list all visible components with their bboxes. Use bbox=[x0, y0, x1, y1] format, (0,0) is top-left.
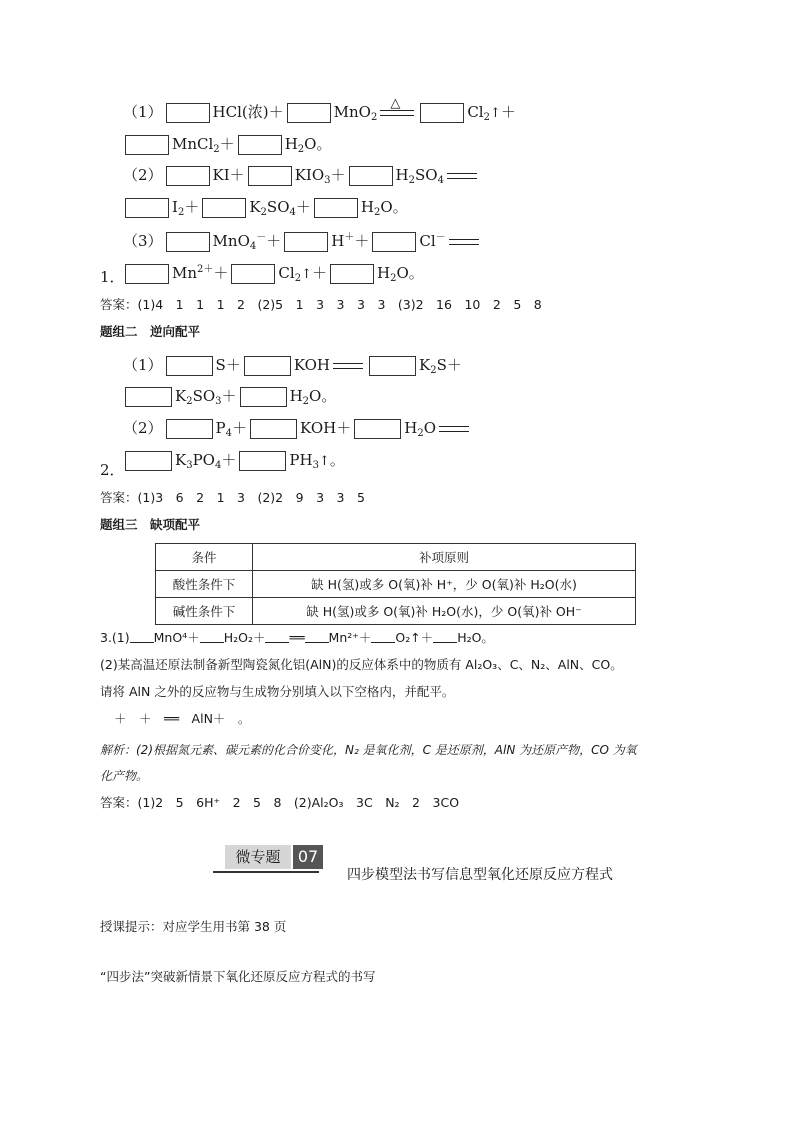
coef-box[interactable] bbox=[420, 103, 464, 123]
coef-box[interactable] bbox=[250, 419, 297, 439]
answer-blank[interactable] bbox=[265, 629, 289, 643]
p1-line5: （3） MnO$_4$－＋ H＋＋ Cl－ bbox=[123, 227, 482, 258]
coef-box[interactable] bbox=[284, 232, 328, 252]
coef-box[interactable] bbox=[238, 135, 282, 155]
p3-line4: ＋ ＋ ══ AlN＋ 。 bbox=[114, 711, 251, 726]
group3-title: 题组三 缺项配平 bbox=[100, 517, 201, 532]
coef-box[interactable] bbox=[330, 264, 374, 284]
special-topic-label: 微专题 bbox=[225, 845, 291, 869]
table-cell: 酸性条件下 bbox=[156, 571, 253, 598]
coef-box[interactable] bbox=[125, 451, 172, 471]
p1-line6: $Mn^{2+}+$ $Cl_2↑+ H_2O$。 bbox=[122, 259, 424, 290]
table-cell: 缺 H(氢)或多 O(氧)补 H₂O(水)，少 O(氧)补 OH⁻ bbox=[253, 598, 636, 625]
group2-title: 题组二 逆向配平 bbox=[100, 324, 201, 339]
coef-box[interactable] bbox=[202, 198, 246, 218]
special-topic-number: 07 bbox=[293, 845, 323, 869]
special-topic-tag bbox=[213, 845, 319, 871]
coef-box[interactable] bbox=[248, 166, 292, 186]
coef-box[interactable] bbox=[125, 198, 169, 218]
coef-box[interactable] bbox=[125, 264, 169, 284]
p3-answer: 答案：(1)2 5 6H⁺ 2 5 8 (2)Al₂O₃ 3C N₂ 2 3CO bbox=[100, 795, 460, 810]
teaching-hint: 授课提示：对应学生用书第 38 页 bbox=[100, 919, 287, 934]
p2-answer: 答案：(1)3 6 2 1 3 (2)2 9 3 3 5 bbox=[100, 490, 365, 505]
coef-box[interactable] bbox=[166, 356, 213, 376]
answer-blank[interactable] bbox=[200, 629, 224, 643]
table-row bbox=[156, 571, 636, 598]
p2-line3: （2） $P_4+ KOH+ H_2O$ bbox=[123, 417, 472, 445]
coef-box[interactable] bbox=[287, 103, 331, 123]
p1-line2: MnCl$_2$＋ $H_2O$。 bbox=[122, 133, 331, 161]
special-topic-title: 四步模型法书写信息型氧化还原反应方程式 bbox=[347, 867, 613, 883]
equals-sign bbox=[447, 173, 477, 179]
equals-sign bbox=[449, 239, 479, 245]
p3-analysis-line1: 解析：(2)根据氮元素、碳元素的化合价变化，N₂ 是氧化剂，C 是还原剂，AlN 为还原产物，CO 为氧 bbox=[100, 743, 637, 757]
answer-blank[interactable] bbox=[371, 629, 395, 643]
coef-box[interactable] bbox=[372, 232, 416, 252]
p3-line3: 请将 AlN 之外的反应物与生成物分别填入以下空格内，并配平。 bbox=[100, 684, 455, 699]
p2-line2: $K_2SO_3+ H_2O$。 bbox=[122, 385, 336, 413]
table-header-row bbox=[156, 544, 636, 571]
tag-underline bbox=[213, 871, 319, 873]
table-header: 补项原则 bbox=[253, 544, 636, 571]
equals-sign bbox=[439, 426, 469, 432]
p2-line4: $K_3PO_4+$ $PH_3↑$。 bbox=[122, 449, 345, 477]
coef-box[interactable] bbox=[166, 232, 210, 252]
p1-answer: 答案：(1)4 1 1 1 2 (2)5 1 3 3 3 3 (3)2 16 10 2 5 8 bbox=[100, 297, 542, 312]
coef-box[interactable] bbox=[166, 419, 213, 439]
p3-line2: (2)某高温还原法制备新型陶瓷氮化铝(AlN)的反应体系中的物质有 Al₂O₃、C、N₂、AlN、CO。 bbox=[100, 657, 623, 672]
p2-number: 2． bbox=[100, 461, 125, 479]
heat-equals-sign: △ bbox=[380, 110, 414, 116]
coef-box[interactable] bbox=[314, 198, 358, 218]
p3-line1: 3.(1) MnO⁴＋ H₂O₂＋ ══ Mn²⁺＋ O₂↑＋ H₂O。 bbox=[100, 630, 494, 645]
answer-blank[interactable] bbox=[130, 629, 154, 643]
coef-box[interactable] bbox=[166, 103, 210, 123]
p1-line3: （2） $KI+ KIO_3+ H_2SO_4$ bbox=[123, 164, 480, 192]
answer-blank[interactable] bbox=[305, 629, 329, 643]
condition-table bbox=[155, 543, 636, 625]
table-cell: 碱性条件下 bbox=[156, 598, 253, 625]
p1-number: 1． bbox=[100, 268, 125, 286]
coef-box[interactable] bbox=[231, 264, 275, 284]
table-row bbox=[156, 598, 636, 625]
coef-box[interactable] bbox=[125, 135, 169, 155]
equals-sign bbox=[333, 363, 363, 369]
p1-line1: （1） HCl(浓)＋ MnO$_2$ △ $Cl_2↑+$ bbox=[123, 96, 516, 123]
table-header: 条件 bbox=[156, 544, 253, 571]
gas-arrow-icon: ↑ bbox=[489, 106, 501, 121]
coef-box[interactable] bbox=[244, 356, 291, 376]
p2-line1: （1） S＋ KOH $K_2S+$ bbox=[123, 356, 462, 376]
coef-box[interactable] bbox=[125, 387, 172, 407]
coef-box[interactable] bbox=[239, 451, 286, 471]
gas-arrow-icon: ↑ bbox=[301, 267, 312, 282]
coef-box[interactable] bbox=[166, 166, 210, 186]
coef-box[interactable] bbox=[354, 419, 401, 439]
coef-box[interactable] bbox=[369, 356, 416, 376]
p3-analysis-line2: 化产物。 bbox=[100, 769, 149, 783]
answer-blank[interactable] bbox=[433, 629, 457, 643]
table-cell: 缺 H(氢)或多 O(氧)补 H⁺，少 O(氧)补 H₂O(水) bbox=[253, 571, 636, 598]
coef-box[interactable] bbox=[349, 166, 393, 186]
section-subtitle: “四步法”突破新情景下氧化还原反应方程式的书写 bbox=[100, 969, 376, 984]
p1-line4: $I_2+ K_2SO_4+ H_2O$。 bbox=[122, 196, 408, 224]
coef-box[interactable] bbox=[240, 387, 287, 407]
gas-arrow-icon: ↑ bbox=[318, 454, 330, 469]
